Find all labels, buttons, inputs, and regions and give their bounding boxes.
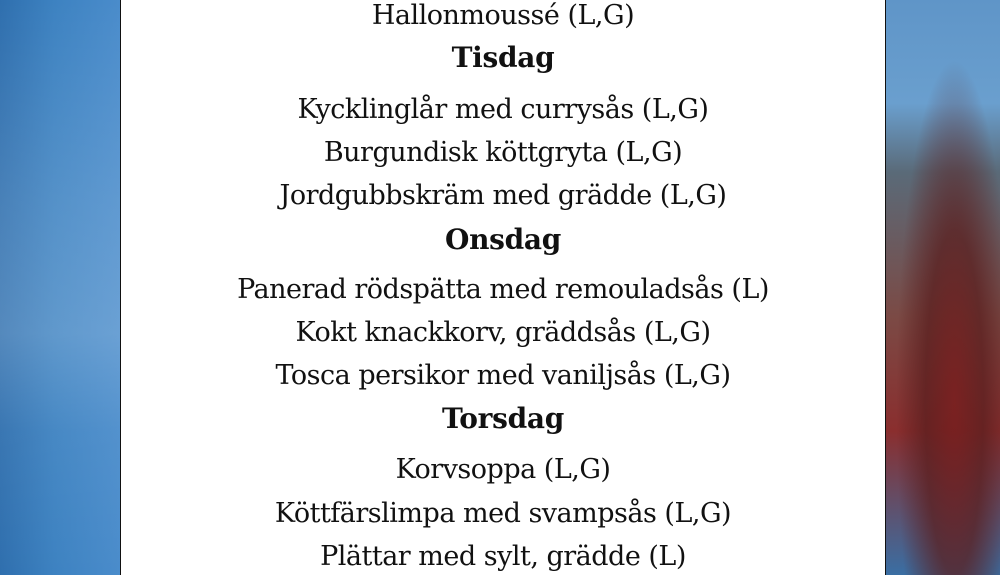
menu-item: Kycklinglår med currysås (L,G)	[297, 94, 709, 125]
menu-item: Tosca persikor med vaniljsås (L,G)	[275, 360, 731, 391]
background-right	[886, 0, 1000, 575]
menu-item: Köttfärslimpa med svampsås (L,G)	[274, 498, 732, 529]
background-left	[0, 0, 120, 575]
menu-item: Kokt knackkorv, gräddsås (L,G)	[295, 317, 711, 348]
day-heading-torsdag: Torsdag	[441, 402, 564, 435]
menu-item: Burgundisk köttgryta (L,G)	[323, 137, 683, 168]
menu-item: Plättar med sylt, grädde (L)	[320, 541, 686, 572]
menu-item: Panerad rödspätta med remouladsås (L)	[237, 274, 769, 305]
menu-item: Jordgubbskräm med grädde (L,G)	[279, 180, 727, 211]
menu-card	[120, 0, 886, 575]
day-heading-tisdag: Tisdag	[451, 41, 555, 74]
menu-item: Hallonmoussé (L,G)	[371, 0, 635, 31]
menu-item: Korvsoppa (L,G)	[395, 454, 611, 485]
day-heading-onsdag: Onsdag	[444, 223, 561, 256]
